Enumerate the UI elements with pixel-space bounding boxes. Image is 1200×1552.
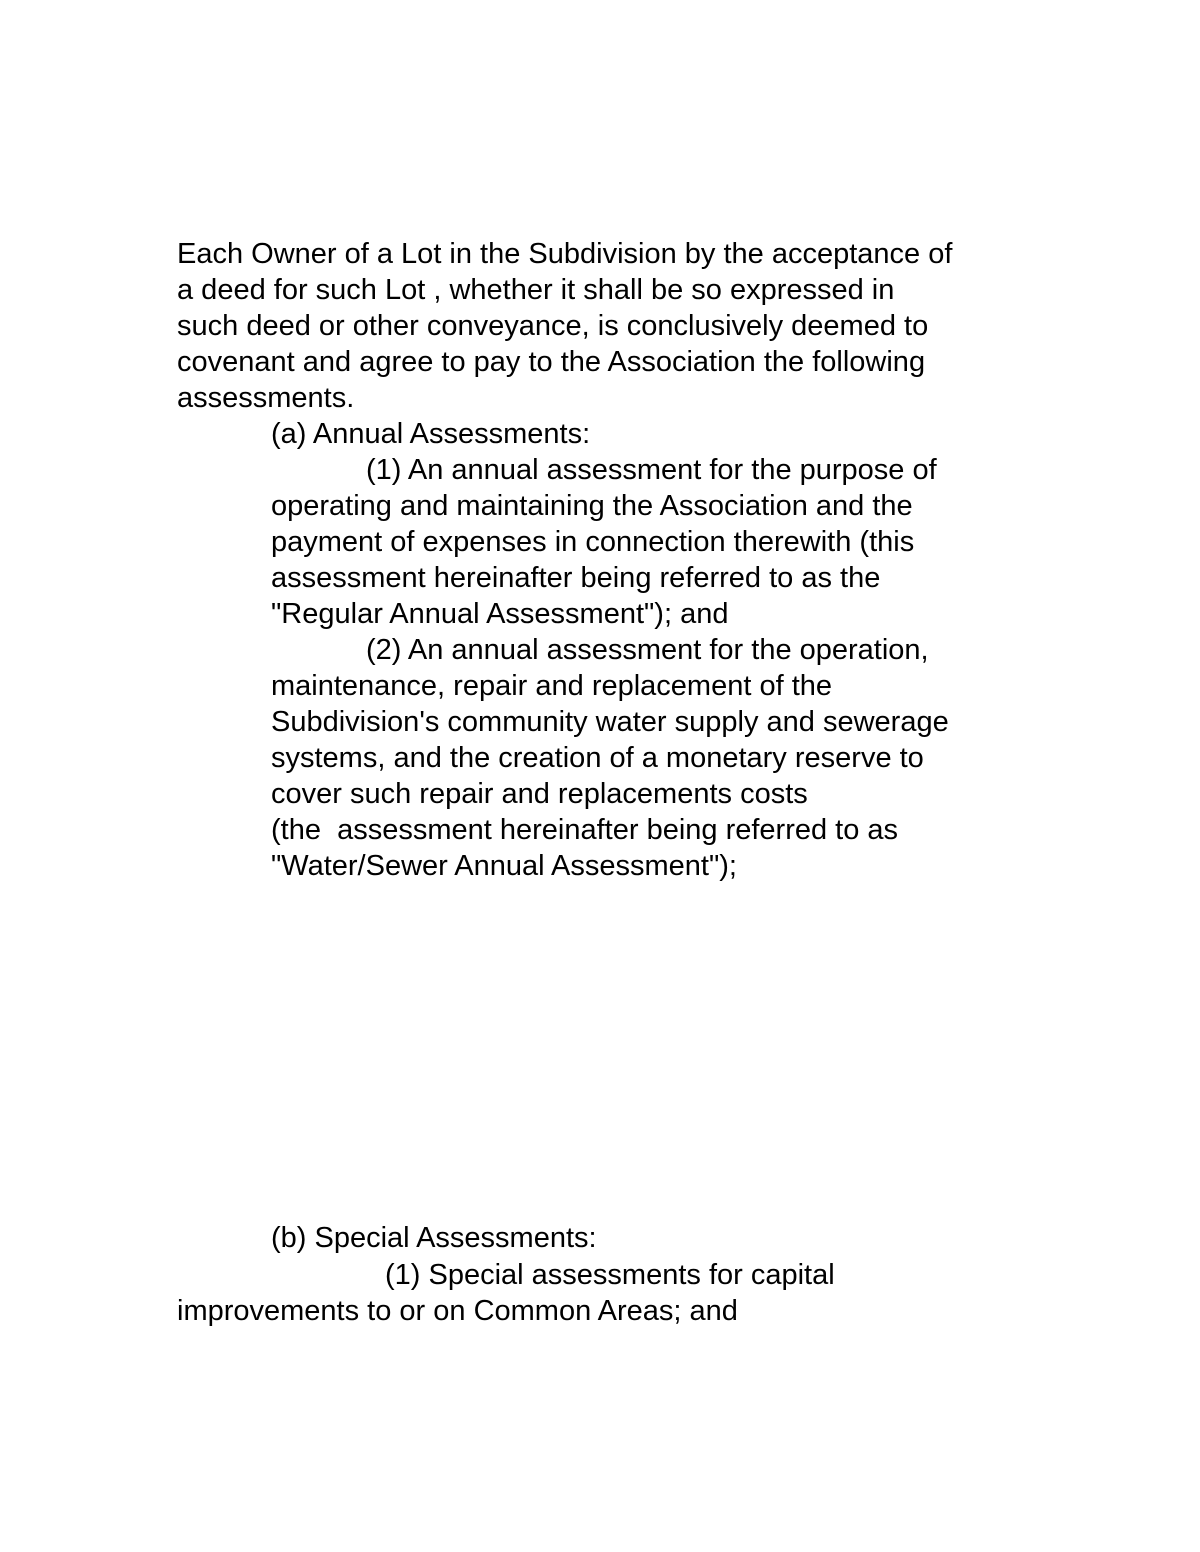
- intro-paragraph-line: Each Owner of a Lot in the Subdivision by the acceptance of: [177, 238, 953, 270]
- intro-paragraph-line: assessments.: [177, 382, 355, 414]
- annual-item-2-line: cover such repair and replacements costs: [271, 778, 808, 810]
- special-item-1-line: improvements to or on Common Areas; and: [177, 1295, 738, 1327]
- annual-item-2-line: (the assessment hereinafter being referred to as: [271, 814, 899, 846]
- annual-item-1-line: payment of expenses in connection therewith (this: [271, 526, 915, 558]
- annual-item-2-line: "Water/Sewer Annual Assessment");: [271, 850, 737, 882]
- annual-item-2-line: systems, and the creation of a monetary reserve to: [271, 742, 924, 774]
- intro-paragraph-line: such deed or other conveyance, is conclusively deemed to: [177, 310, 929, 342]
- intro-paragraph-line: a deed for such Lot , whether it shall be so expressed in: [177, 274, 895, 306]
- annual-item-2-line: (2) An annual assessment for the operation,: [366, 634, 929, 666]
- intro-paragraph-line: covenant and agree to pay to the Association the following: [177, 346, 926, 378]
- annual-item-1-line: assessment hereinafter being referred to as the: [271, 562, 881, 594]
- annual-item-2-line: maintenance, repair and replacement of the: [271, 670, 833, 702]
- annual-item-2-line: Subdivision's community water supply and sewerage: [271, 706, 949, 738]
- special-assessments-heading: (b) Special Assessments:: [271, 1222, 597, 1254]
- annual-assessments-heading: (a) Annual Assessments:: [271, 418, 591, 450]
- annual-item-1-line: operating and maintaining the Association and the: [271, 490, 913, 522]
- annual-item-1-line: "Regular Annual Assessment"); and: [271, 598, 729, 630]
- special-item-1-line: (1) Special assessments for capital: [385, 1259, 835, 1291]
- annual-item-1-line: (1) An annual assessment for the purpose of: [366, 454, 937, 486]
